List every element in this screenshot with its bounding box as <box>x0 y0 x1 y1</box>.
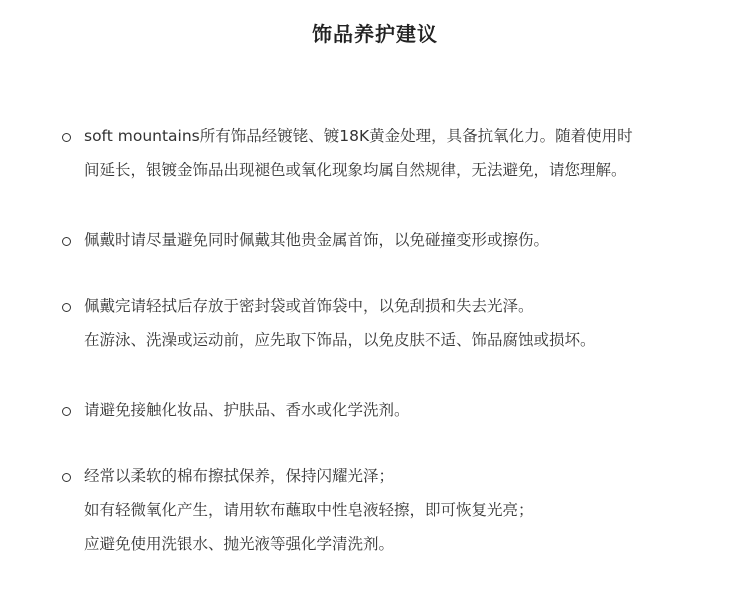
care-text-line: 佩戴时请尽量避免同时佩戴其他贵金属首饰，以免碰撞变形或擦伤。 <box>84 231 550 249</box>
care-text-line: 请避免接触化妆品、护肤品、香水或化学洗剂。 <box>84 401 410 419</box>
care-text-line: 间延长，银镀金饰品出现褪色或氧化现象均属自然规律，无法避免，请您理解。 <box>84 161 627 179</box>
care-text-line: 如有轻微氧化产生，请用软布蘸取中性皂液轻擦，即可恢复光亮； <box>84 501 534 519</box>
care-text-line: 应避免使用洗银水、抛光液等强化学清洗剂。 <box>84 535 395 553</box>
circle-bullet-icon <box>62 407 71 416</box>
circle-bullet-icon <box>62 237 71 246</box>
circle-bullet-icon <box>62 303 71 312</box>
care-text-line: 佩戴完请轻拭后存放于密封袋或首饰袋中，以免刮损和失去光泽。 <box>84 297 534 315</box>
care-text-line: 在游泳、洗澡或运动前，应先取下饰品，以免皮肤不适、饰品腐蚀或损坏。 <box>84 331 596 349</box>
care-text-line: soft mountains所有饰品经镀铑、镀18K黄金处理，具备抗氧化力。随着使用时 <box>84 127 633 145</box>
page-title: 饰品养护建议 <box>312 22 438 46</box>
care-text-line: 经常以柔软的棉布擦拭保养，保持闪耀光泽； <box>84 467 395 485</box>
circle-bullet-icon <box>62 133 71 142</box>
circle-bullet-icon <box>62 473 71 482</box>
